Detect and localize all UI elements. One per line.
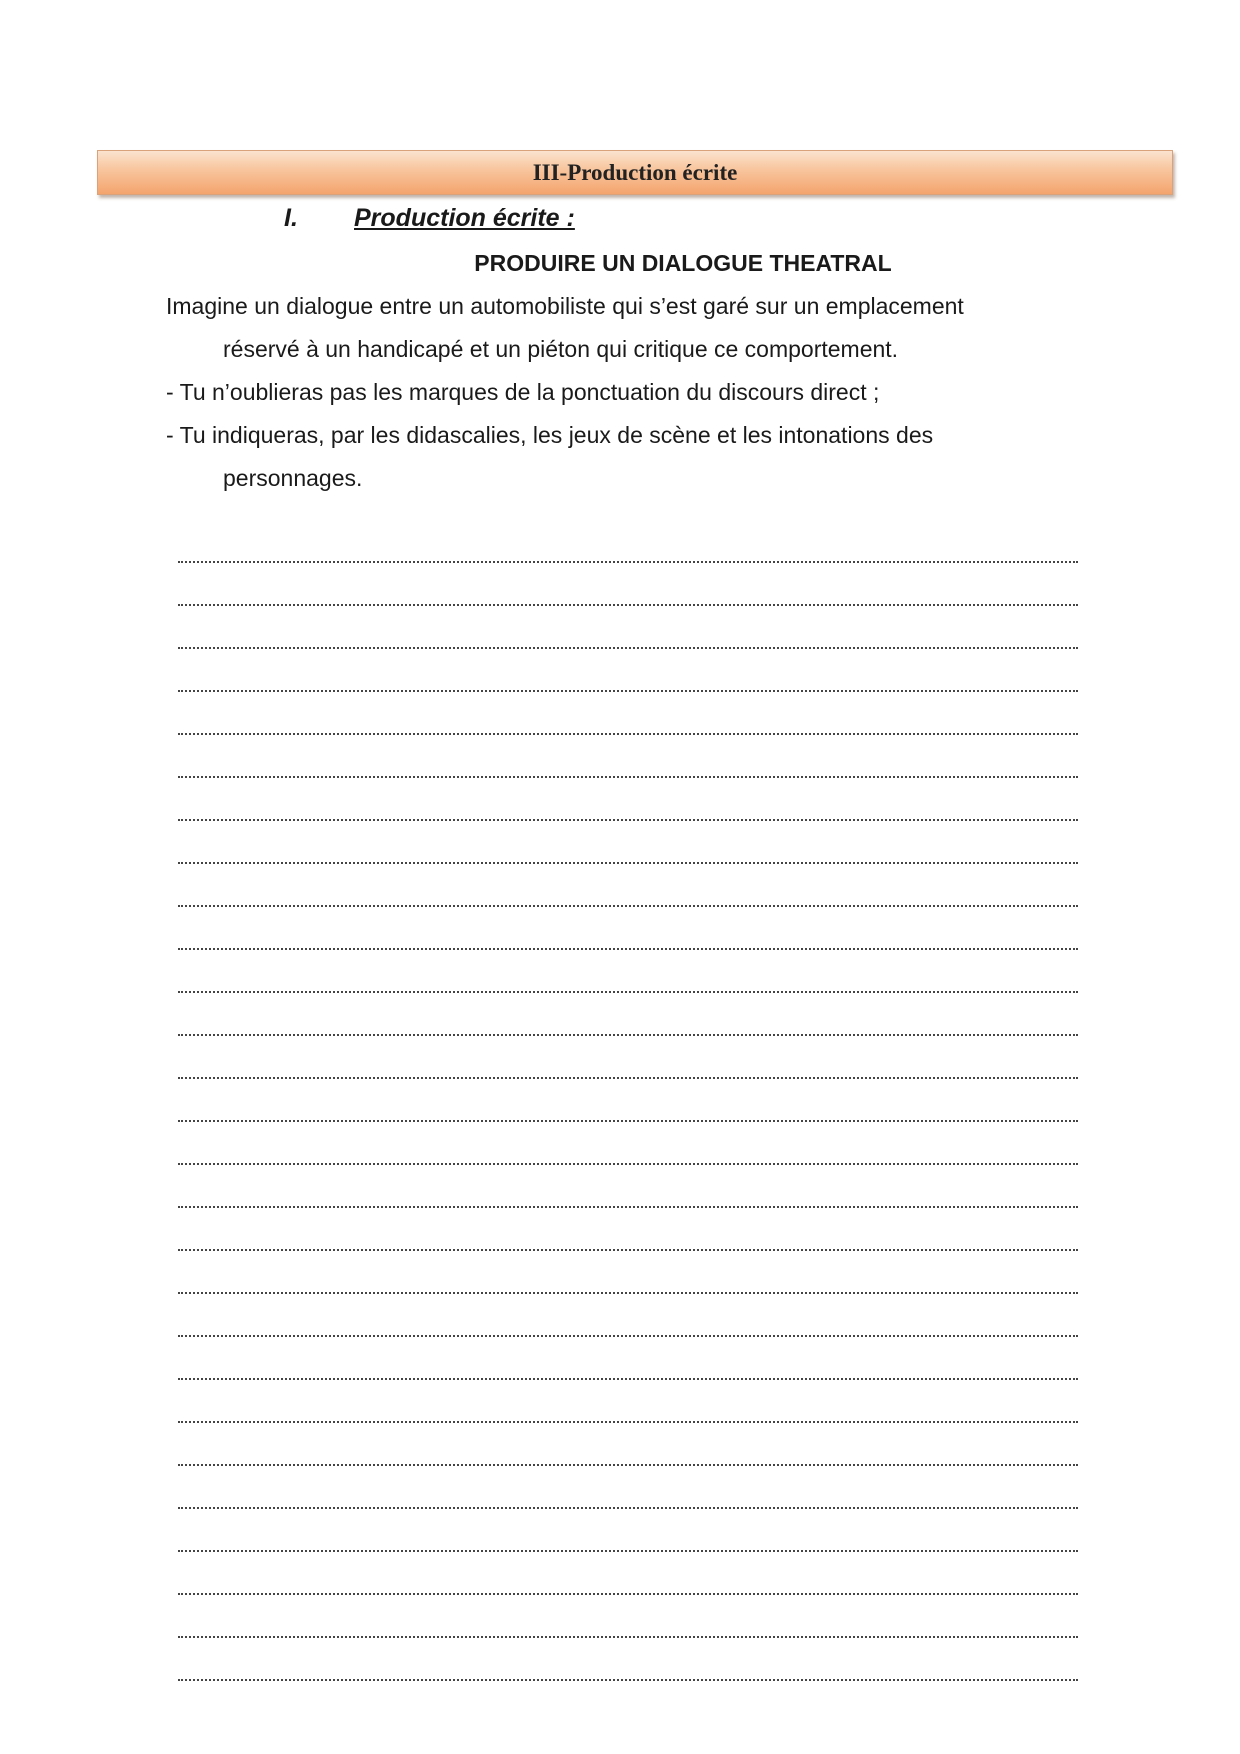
- writing-line[interactable]: [178, 950, 1078, 993]
- writing-line[interactable]: [178, 1251, 1078, 1294]
- writing-line[interactable]: [178, 606, 1078, 649]
- writing-line[interactable]: [178, 1423, 1078, 1466]
- section-heading: [284, 204, 575, 233]
- section-banner: [97, 150, 1173, 195]
- writing-line[interactable]: [178, 1036, 1078, 1079]
- writing-line[interactable]: [178, 1122, 1078, 1165]
- writing-line[interactable]: [178, 821, 1078, 864]
- instruction-line-2: - Tu n’oublieras pas les marques de la ponctuation du discours direct ;: [166, 379, 880, 405]
- writing-line[interactable]: [178, 735, 1078, 778]
- instruction-line-3-continued: personnages.: [223, 465, 363, 491]
- writing-line[interactable]: [178, 1208, 1078, 1251]
- writing-line[interactable]: [178, 993, 1078, 1036]
- exercise-subtitle: PRODUIRE UN DIALOGUE THEATRAL: [474, 250, 892, 276]
- writing-line[interactable]: [178, 1294, 1078, 1337]
- writing-line[interactable]: [178, 1165, 1078, 1208]
- banner-title: III-Production écrite: [532, 160, 738, 185]
- writing-line[interactable]: [178, 1638, 1078, 1681]
- section-number: I.: [284, 204, 298, 232]
- writing-line[interactable]: [178, 1337, 1078, 1380]
- writing-line[interactable]: [178, 778, 1078, 821]
- instruction-line-3: - Tu indiqueras, par les didascalies, les jeux de scène et les intonations des: [166, 422, 934, 448]
- writing-line[interactable]: [178, 907, 1078, 950]
- writing-area[interactable]: [178, 520, 1078, 1681]
- writing-line[interactable]: [178, 1552, 1078, 1595]
- writing-line[interactable]: [178, 520, 1078, 563]
- writing-line[interactable]: [178, 563, 1078, 606]
- writing-line[interactable]: [178, 1509, 1078, 1552]
- instruction-line-1: Imagine un dialogue entre un automobiliste qui s’est garé sur un emplacement: [166, 293, 964, 319]
- writing-line[interactable]: [178, 1380, 1078, 1423]
- writing-line[interactable]: [178, 1466, 1078, 1509]
- writing-line[interactable]: [178, 1595, 1078, 1638]
- section-label: Production écrite :: [354, 204, 575, 232]
- writing-line[interactable]: [178, 649, 1078, 692]
- instruction-line-1-continued: réservé à un handicapé et un piéton qui critique ce comportement.: [223, 336, 899, 362]
- writing-line[interactable]: [178, 692, 1078, 735]
- writing-line[interactable]: [178, 1079, 1078, 1122]
- writing-line[interactable]: [178, 864, 1078, 907]
